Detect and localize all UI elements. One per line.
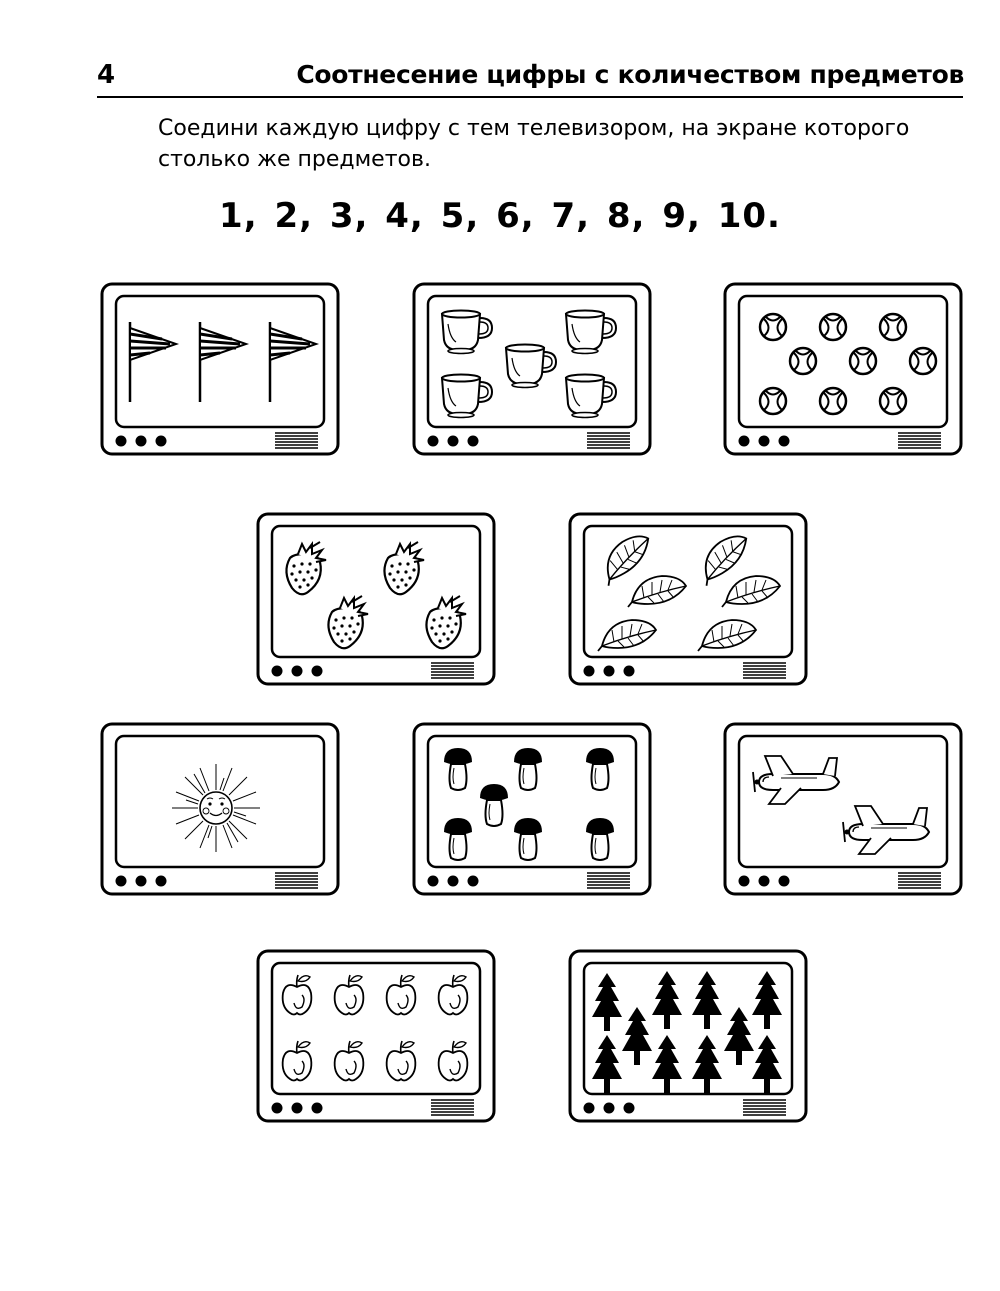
mushrooms-tv-picture <box>412 722 652 896</box>
tv-cups[interactable] <box>412 282 652 456</box>
balls-tv-picture <box>723 282 963 456</box>
tv-frame <box>258 514 494 684</box>
page-number: 4 <box>97 60 116 90</box>
tv-flags[interactable] <box>100 282 340 456</box>
sun-tv-picture <box>100 722 340 896</box>
leaves-tv-picture <box>568 512 808 686</box>
apples-tv-picture <box>256 949 496 1123</box>
tv-mushrooms[interactable] <box>412 722 652 896</box>
ball-icon <box>820 314 846 340</box>
tv-balls[interactable] <box>723 282 963 456</box>
tv-frame <box>102 284 338 454</box>
airplanes-tv-picture <box>723 722 963 896</box>
ball-icon <box>880 314 906 340</box>
tv-strawberries[interactable] <box>256 512 496 686</box>
tv-sun[interactable] <box>100 722 340 896</box>
tv-leaves[interactable] <box>568 512 808 686</box>
ball-icon <box>880 388 906 414</box>
tv-apples[interactable] <box>256 949 496 1123</box>
strawberries-tv-picture <box>256 512 496 686</box>
page-title: Соотнесение цифры с количеством предметов <box>296 60 964 89</box>
trees-tv-picture <box>568 949 808 1123</box>
ball-icon <box>820 388 846 414</box>
ball-icon <box>910 348 936 374</box>
flags-tv-picture <box>100 282 340 456</box>
tv-frame <box>570 514 806 684</box>
ball-icon <box>760 388 786 414</box>
tv-trees[interactable] <box>568 949 808 1123</box>
tv-airplanes[interactable] <box>723 722 963 896</box>
header-divider <box>97 96 963 98</box>
task-instruction: Соедини каждую цифру с тем телевизором, на экране которого столько же предметов. <box>158 116 910 172</box>
ball-icon <box>850 348 876 374</box>
ball-icon <box>760 314 786 340</box>
sun-icon <box>172 764 260 852</box>
cups-tv-picture <box>412 282 652 456</box>
numbers-line: 1, 2, 3, 4, 5, 6, 7, 8, 9, 10. <box>219 196 781 236</box>
ball-icon <box>790 348 816 374</box>
